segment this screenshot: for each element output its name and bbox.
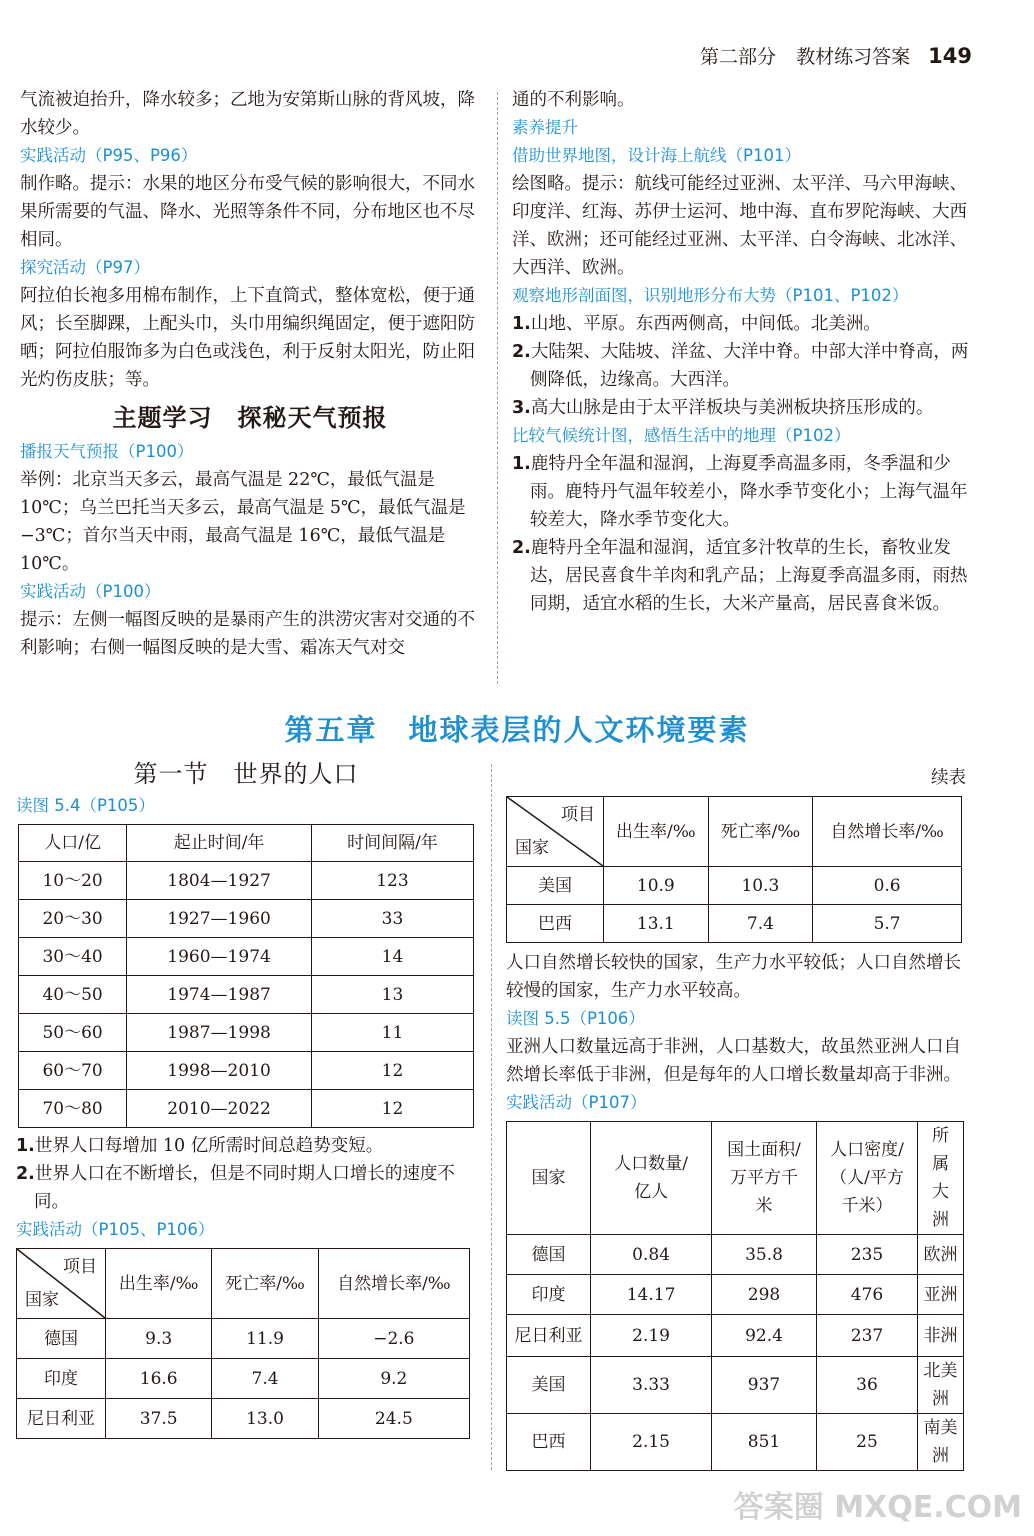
table-header: 死亡率/‰ xyxy=(212,1249,318,1319)
table-header: 时间间隔/年 xyxy=(311,825,473,862)
table-row: 20～30 1927—1960 33 xyxy=(19,900,474,938)
continuation-text: 通的不利影响。 xyxy=(512,90,635,110)
table-header: 人口密度/（人/平方千米） xyxy=(816,1122,917,1235)
weather-p100-answer: 举例：北京当天多云，最高气温是 22℃，最低气温是 10℃；乌兰巴托当天多云，最高气温是 5℃，最低气温是 −3℃；首尔当天中雨，最高气温是 16℃，最低气温是 10℃。 xyxy=(20,470,466,574)
birth-death-table-1 xyxy=(16,1248,470,1439)
left-top-column xyxy=(20,86,480,662)
heading-practice-p107: 实践活动（P107） xyxy=(506,1093,647,1112)
population-density-table xyxy=(506,1121,964,1471)
table-row: 印度 16.6 7.4 9.2 xyxy=(17,1359,470,1399)
table-row: 美国 10.9 10.3 0.6 xyxy=(507,867,962,905)
list-item: 1.世界人口每增加 10 亿所需时间总趋势变短。 xyxy=(16,1136,384,1156)
intro-paragraph: 气流被迫抬升，降水较多；乙地为安第斯山脉的背风坡，降水较少。 xyxy=(20,90,475,138)
table-row: 40～50 1974—1987 13 xyxy=(19,976,474,1014)
table-header: 自然增长率/‰ xyxy=(813,797,962,867)
growth-conclusion: 人口自然增长较快的国家，生产力水平较低；人口自然增长较慢的国家，生产力水平较高。 xyxy=(506,953,961,1001)
diagonal-header-cell: 项目 国家 xyxy=(507,797,604,867)
table-row: 60～70 1998—2010 12 xyxy=(19,1052,474,1090)
heading-figure-5-5: 读图 5.5（P106） xyxy=(506,1009,645,1028)
column-divider-bottom xyxy=(491,764,492,1470)
table-row: 尼日利亚 37.5 13.0 24.5 xyxy=(17,1399,470,1439)
header-part: 第二部分 xyxy=(700,46,777,68)
figure-5-5-answer: 亚洲人口数量远高于非洲，人口基数大，故虽然亚洲人口自然增长率低于非洲，但是每年的人口增长数量却高于非洲。 xyxy=(506,1037,961,1085)
table-row: 德国 9.3 11.9 −2.6 xyxy=(17,1319,470,1359)
table-row: 美国 3.33 937 36 北美洲 xyxy=(507,1357,964,1414)
table-row: 70～80 2010—2022 12 xyxy=(19,1090,474,1128)
explore-p97-answer: 阿拉伯长袍多用棉布制作，上下直筒式，整体宽松，便于通风；长至脚踝，上配头巾，头巾用编织绳固定，便于遮阳防晒；阿拉伯服饰多为白色或浅色，利于反射太阳光，防止阳光灼伤皮肤；等。 xyxy=(20,286,475,390)
list-item: 2.世界人口在不断增长，但是不同时期人口增长的速度不同。 xyxy=(16,1164,455,1212)
table-row: 巴西 2.15 851 25 南美洲 xyxy=(507,1414,964,1471)
table-row: 30～40 1960—1974 14 xyxy=(19,938,474,976)
table-header: 人口数量/亿人 xyxy=(591,1122,712,1235)
table-row: 印度 14.17 298 476 亚洲 xyxy=(507,1275,964,1315)
heading-literacy: 素养提升 xyxy=(512,118,578,137)
table-header: 死亡率/‰ xyxy=(708,797,813,867)
table-row: 巴西 13.1 7.4 5.7 xyxy=(507,905,962,943)
table-header: 国土面积/万平方千米 xyxy=(712,1122,817,1235)
continued-table-label: 续表 xyxy=(931,768,966,788)
heading-practice-p95: 实践活动（P95、P96） xyxy=(20,146,198,165)
practice-p95-answer: 制作略。提示：水果的地区分布受气候的影响很大，不同水果所需要的气温、降水、光照等条件不同，分布地区也不尽相同。 xyxy=(20,174,475,250)
right-top-column xyxy=(512,86,972,618)
list-item: 1.鹿特丹全年温和湿润，上海夏季高温多雨，冬季温和少雨。鹿特丹气温年较差小，降水季节变化小；上海气温年较差大，降水季节变化大。 xyxy=(512,454,968,530)
table-row: 尼日利亚 2.19 92.4 237 非洲 xyxy=(507,1315,964,1357)
birth-death-table-2 xyxy=(506,796,962,943)
table-header: 所属大洲 xyxy=(918,1122,964,1235)
practice-p100-answer: 提示：左侧一幅图反映的是暴雨产生的洪涝灾害对交通的不利影响；右侧一幅图反映的是大雪、霜冻天气对交 xyxy=(20,610,475,658)
list-item: 3.高大山脉是由于太平洋板块与美洲板块挤压形成的。 xyxy=(512,398,934,418)
heading-weather-p100: 播报天气预报（P100） xyxy=(20,442,194,461)
topic-title: 主题学习 探秘天气预报 xyxy=(112,404,388,432)
page-header xyxy=(700,42,972,69)
table-header: 国家 xyxy=(507,1122,591,1235)
heading-sea-route: 借助世界地图，设计海上航线（P101） xyxy=(512,146,801,165)
list-item: 2.大陆架、大陆坡、洋盆、大洋中脊。中部大洋中脊高，两侧降低，边缘高。大西洋。 xyxy=(512,342,969,390)
table-header: 人口/亿 xyxy=(19,825,127,862)
sea-route-answer: 绘图略。提示：航线可能经过亚洲、太平洋、马六甲海峡、印度洋、红海、苏伊士运河、地中海、直布罗陀海峡、大西洋、欧洲；还可能经过亚洲、太平洋、白令海峡、北冰洋、大西洋、欧洲。 xyxy=(512,174,967,278)
watermark-logo: 答案圈 MXQE.COM xyxy=(733,1490,1022,1525)
heading-practice-p100: 实践活动（P100） xyxy=(20,582,161,601)
heading-figure-5-4: 读图 5.4（P105） xyxy=(16,796,155,815)
heading-terrain: 观察地形剖面图，识别地形分布大势（P101、P102） xyxy=(512,286,909,305)
page-number: 149 xyxy=(928,44,972,68)
chapter-title: 第五章 地球表层的人文环境要素 xyxy=(284,713,750,747)
column-divider-top xyxy=(497,92,498,684)
table-row: 德国 0.84 35.8 235 欧洲 xyxy=(507,1235,964,1275)
table-header: 起止时间/年 xyxy=(127,825,312,862)
section-title: 第一节 世界的人口 xyxy=(133,760,359,788)
left-bottom-column xyxy=(16,760,476,1439)
table-row: 10～20 1804—1927 123 xyxy=(19,862,474,900)
population-interval-table xyxy=(18,824,474,1128)
diagonal-header-cell: 项目 国家 xyxy=(17,1249,106,1319)
list-item: 2.鹿特丹全年温和湿润，适宜多汁牧草的生长，畜牧业发达，居民喜食牛羊肉和乳产品；上海夏季高温多雨，雨热同期，适宜水稻的生长，大米产量高，居民喜食米饭。 xyxy=(512,538,968,614)
table-header: 自然增长率/‰ xyxy=(318,1249,469,1319)
right-bottom-column xyxy=(506,764,966,1471)
table-header: 出生率/‰ xyxy=(604,797,709,867)
list-item: 1.山地、平原。东西两侧高，中间低。北美洲。 xyxy=(512,314,881,334)
table-header: 出生率/‰ xyxy=(106,1249,212,1319)
heading-explore-p97: 探究活动（P97） xyxy=(20,258,150,277)
heading-climate: 比较气候统计图，感悟生活中的地理（P102） xyxy=(512,426,851,445)
header-title: 教材练习答案 xyxy=(796,46,911,68)
table-row: 50～60 1987—1998 11 xyxy=(19,1014,474,1052)
heading-practice-p105: 实践活动（P105、P106） xyxy=(16,1220,215,1239)
